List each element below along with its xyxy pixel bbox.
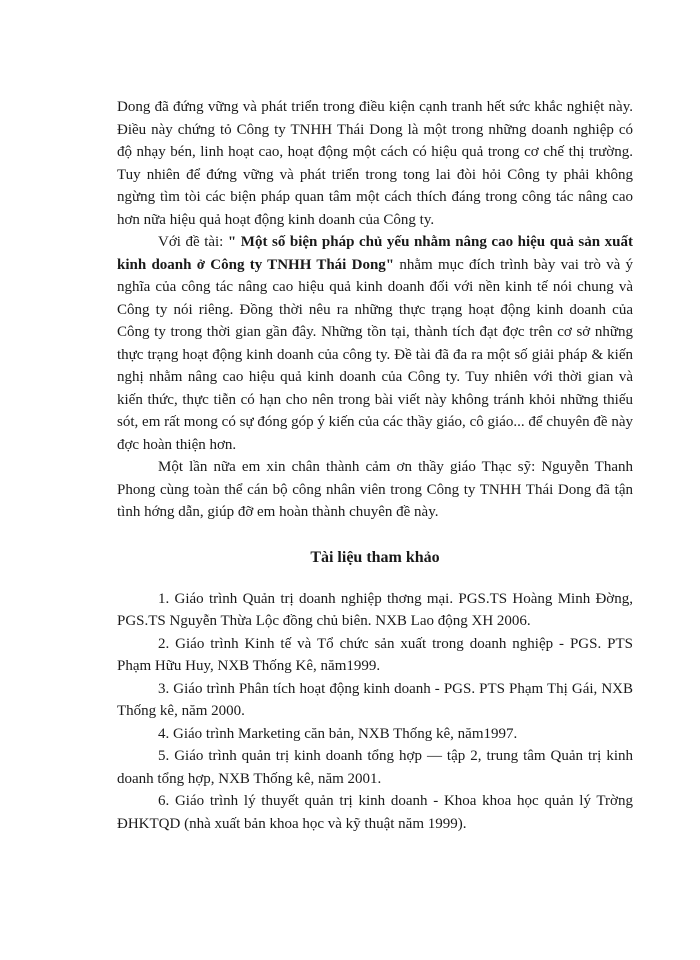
paragraph-conclusion: Dong đã đứng vững và phát triển trong điều kiện cạnh tranh hết sức khắc nghiệt này. Điều này chứng tỏ Công ty TNHH Thái Dong là một trong những doanh nghiệp có độ nhạy bén, linh hoạt cao, hoạt động một cách có hiệu quả trong cơ chế thị trường. Tuy nhiên để đứng vững và phát triển trong tong lai đòi hỏi Công ty phải không ngừng tìm tòi các biện pháp quan tâm một cách thích đáng trong công tác nâng cao hơn nữa hiệu quả hoạt động kinh doanh của Công ty. <box>117 99 633 228</box>
topic-body: nhằm mục đích trình bày vai trò và ý nghĩa của công tác nâng cao hiệu quả kinh doanh đối với nền kinh tế nói chung và Công ty nói riêng. Đồng thời nêu ra những thực trạng hoạt động kinh doanh của Công ty trong thời gian gần đây. Những tồn tại, thành tích đạt đợc trên cơ sở những thực trạng hoạt động kinh doanh của công ty. Đề tài đã đa ra một số giải pháp & kiến nghị nhằm nâng cao hiệu quả kinh doanh của Công ty. Tuy nhiên với thời gian và kiến thức, thực tiễn có hạn cho nên trong bài viết này không tránh khỏi những thiếu sót, em rất mong có sự đóng góp ý kiến của các thầy giáo, cô giáo... để chuyên đề này đợc hoàn thiện hơn. <box>117 256 633 453</box>
paragraph-thanks: Một lần nữa em xin chân thành cảm ơn thầy giáo Thạc sỹ: Nguyễn Thanh Phong cùng toàn thể cán bộ công nhân viên trong Công ty TNHH Thái Dong đã tận tình hớng dẫn, giúp đỡ em hoàn thành chuyên đề này. <box>117 459 633 520</box>
references-list <box>117 588 633 836</box>
reference-item: 6. Giáo trình lý thuyết quản trị kinh doanh - Khoa khoa học quản lý Trờng ĐHKTQD (nhà xuất bản khoa học và kỹ thuật năm 1999). <box>117 793 633 832</box>
topic-title: " Một số biện pháp chủ yếu nhằm nâng cao hiệu quả sản xuất kinh doanh ở Công ty TNHH Thái Dong" <box>117 234 633 273</box>
reference-item: 5. Giáo trình quản trị kinh doanh tổng hợp — tập 2, trung tâm Quản trị kinh doanh tổng hợp, NXB Thống kê, năm 2001. <box>117 748 633 787</box>
topic-lead: Với đề tài: <box>158 234 228 250</box>
references-heading: Tài liệu tham khảo <box>310 548 440 566</box>
reference-item: 3. Giáo trình Phân tích hoạt động kinh doanh - PGS. PTS Phạm Thị Gái, NXB Thống kê, năm 2000. <box>117 680 633 719</box>
document-page <box>117 96 633 835</box>
reference-item: 1. Giáo trình Quản trị doanh nghiệp thơng mại. PGS.TS Hoàng Minh Đờng, PGS.TS Nguyễn Thừa Lộc đồng chủ biên. NXB Lao động XH 2006. <box>117 590 633 629</box>
reference-item: 4. Giáo trình Marketing căn bản, NXB Thống kê, năm1997. <box>158 725 518 742</box>
reference-item: 2. Giáo trình Kinh tế và Tổ chức sản xuất trong doanh nghiệp - PGS. PTS Phạm Hữu Huy, NXB Thống Kê, năm1999. <box>117 635 633 674</box>
paragraph-topic <box>117 231 633 456</box>
